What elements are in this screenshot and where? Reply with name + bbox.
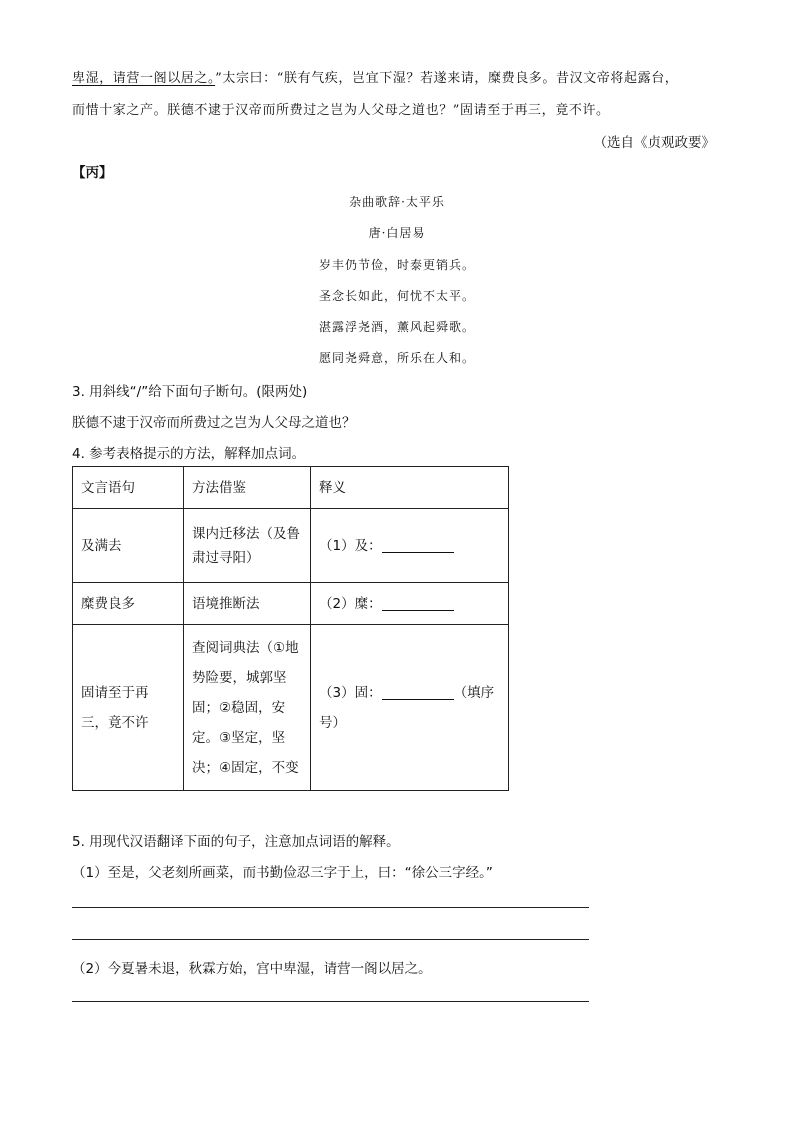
poem-author: 唐·白居易 [368,226,426,240]
passage-line-2: 而惜十家之产。朕德不逮于汉帝而所费过之岂为人父母之道也？”固请至于再三，竟不许。 [72,103,610,118]
question-3-sentence: 朕德不逮于汉帝而所费过之岂为人父母之道也？ [72,415,356,431]
table-header-cell: 释义 [311,467,509,509]
question-4-prompt: 4. 参考表格提示的方法，解释加点词。 [72,446,306,462]
answer-line[interactable] [72,907,589,908]
answer-label: （1）及： [319,537,382,554]
question-5-item-1: （1）至是，父老刻所画菜，而书勤俭忍三字于上，曰：“徐公三字经。” [72,865,493,881]
table-row [73,625,509,791]
table-cell-method: 语境推断法 [184,583,311,625]
table-cell-sentence: 糜费良多 [73,583,184,625]
poem-line: 岁丰仍节俭，时泰更销兵。 [318,258,475,272]
method-table [72,466,509,791]
poem-title: 杂曲歌辞·太平乐 [349,195,445,209]
answer-blank[interactable] [382,538,454,553]
table-cell-sentence: 及满去 [73,509,184,583]
table-cell-answer [311,625,509,791]
table-header-row [73,467,509,509]
table-header-cell: 方法借鉴 [184,467,311,509]
answer-label: （2）糜： [319,595,382,612]
answer-label: （3）固： [319,684,382,701]
passage-text: ”太宗曰：“朕有气疾，岂宜下湿？若遂来请，糜费良多。昔汉文帝将起露台， [215,71,679,86]
question-5-item-2: （2）今夏暑未退，秋霖方始，宫中卑湿，请营一阁以居之。 [72,961,432,977]
answer-line[interactable] [72,939,589,940]
table-row [73,509,509,583]
answer-blank[interactable] [382,596,454,611]
table-cell-sentence: 固请至于再三，竟不许 [73,625,184,791]
poem-line: 圣念长如此，何忧不太平。 [318,289,475,303]
question-3-prompt: 3. 用斜线“/”给下面句子断句。(限两处) [72,384,308,400]
poem-line: 愿同尧舜意，所乐在人和。 [318,351,475,365]
table-cell-method: 查阅词典法（①地势险要，城郭坚固；②稳固，安定。③坚定，坚决；④固定，不变 [184,625,311,791]
answer-suffix: （填序号） [319,684,495,731]
section-label-c: 【丙】 [72,165,113,181]
answer-line[interactable] [72,1001,589,1002]
table-cell-answer [311,509,509,583]
poem-line: 湛露浮尧酒，薰风起舜歌。 [318,320,475,334]
answer-blank[interactable] [382,685,454,700]
passage-underlined-text: 卑湿，请营一阁以居之。 [72,71,216,86]
table-row [73,583,509,625]
passage-line-1 [72,67,678,86]
table-header-cell: 文言语句 [73,467,184,509]
table-cell-method: 课内迁移法（及鲁肃过寻阳） [184,509,311,583]
table-cell-answer [311,583,509,625]
question-5-prompt: 5. 用现代汉语翻译下面的句子，注意加点词语的解释。 [72,834,400,850]
passage-source: （选自《贞观政要》 [593,135,715,151]
